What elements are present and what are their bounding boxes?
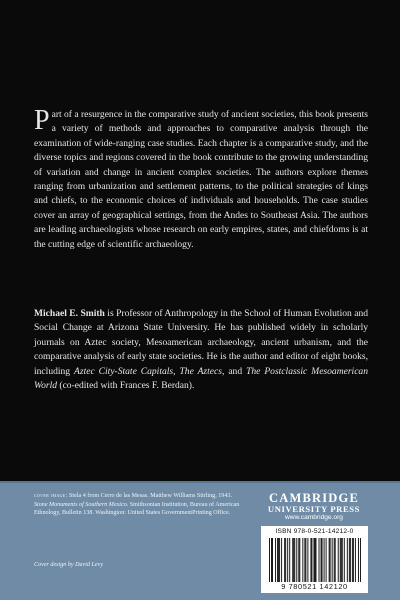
- publisher-logo: [262, 492, 366, 522]
- barcode-icon: [269, 538, 361, 582]
- author-bio: [34, 307, 368, 393]
- isbn-label: ISBN 978-0-521-14212-0: [275, 528, 354, 535]
- credit-label: cover image:: [34, 493, 68, 499]
- panel-divider: [0, 481, 400, 483]
- publisher-name-line1: CAMBRIDGE: [269, 491, 359, 505]
- credit-source-title: Stone Monuments of Southern Mexico: [34, 501, 127, 508]
- credit-text-2: . Smithsonian Institution, Bureau of American Ethnology, Bulletin 138. Washington: United States GovernmentPrinting Office.: [34, 501, 240, 517]
- credit-text-1: Stela 4 from Cerro de las Mesas. Matthew Williams Stirling, 1943.: [67, 493, 232, 499]
- isbn-barcode-box: [261, 526, 368, 593]
- bio-separator-1: ,: [173, 365, 180, 377]
- book-blurb: [34, 105, 368, 252]
- barcode-digits: 9 780521 142120: [281, 582, 348, 591]
- bio-text-2: (co-edited with Frances F. Berdan).: [57, 380, 195, 392]
- bio-separator-2: , and: [221, 365, 247, 377]
- author-name: Michael E. Smith: [34, 308, 105, 319]
- publisher-url: www.cambridge.org: [285, 514, 343, 521]
- book-title-1: Aztec City-State Capitals: [74, 365, 174, 377]
- cover-image-credit: [34, 492, 246, 518]
- book-title-3: The Postclassic Mesoamerican World: [34, 365, 368, 392]
- bio-text-1: is Professor of Anthropology in the School of Human Evolution and Social Change at Arizona State University. He has published widely in scholarly journals on Aztec society, Mesoamerican archaeology, ancient urbanism, and the comparative analysis of early state societies. He is the author and editor of eight books, including: [34, 308, 368, 377]
- blurb-text: art of a resurgence in the comparative study of ancient societies, this book presents a variety of methods and approaches to comparative analysis through the examination of wide-ranging case studies. Each chapter is a comparative study, and the diverse topics and regions covered in the book contribute to the growing understanding of variation and change in ancient complex societies. The authors explore themes ranging from urbanization and settlement patterns, to the political strategies of kings and chiefs, to the economic choices of individuals and households. The case studies cover an array of geographical settings, from the Andes to Southeast Asia. The authors are leading archaeologists whose research on early empires, states, and chiefdoms is at the cutting edge of scientific archaeology.: [34, 109, 368, 250]
- book-title-2: The Aztecs: [179, 365, 222, 377]
- publisher-name-line2: UNIVERSITY PRESS: [267, 504, 361, 514]
- cover-design-credit: Cover design by David Levy: [34, 562, 104, 568]
- drop-cap: P: [34, 105, 50, 136]
